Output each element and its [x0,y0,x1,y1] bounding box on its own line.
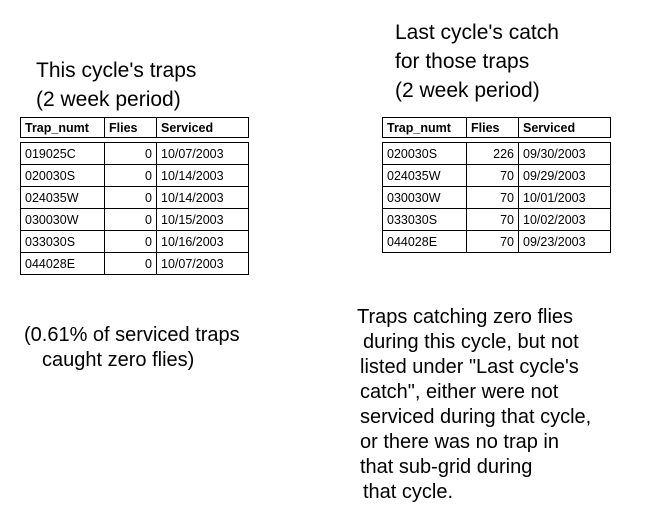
trap-cell: 044028E [383,231,467,253]
table-header-row [383,118,611,138]
table-row [21,143,249,165]
serviced-cell: 10/07/2003 [157,143,249,165]
serviced-cell: 09/23/2003 [519,231,611,253]
trap-cell: 033030S [21,231,105,253]
last-cycle-table [382,117,611,253]
col-header-serviced: Serviced [157,118,249,138]
flies-cell: 0 [105,253,157,275]
caption-line: (2 week period) [36,88,181,111]
flies-cell: 0 [105,143,157,165]
trap-cell: 020030S [21,165,105,187]
col-header-flies: Flies [467,118,519,138]
trap-cell: 030030W [383,187,467,209]
flies-cell: 0 [105,209,157,231]
col-header-trap: Trap_numt [21,118,105,138]
last-cycle-caption [395,18,559,105]
serviced-cell: 10/02/2003 [519,209,611,231]
note-line: or there was no trap in [360,431,559,453]
caption-line: Last cycle's catch [395,21,559,44]
table-row [383,231,611,253]
table-row [383,187,611,209]
serviced-cell: 10/07/2003 [157,253,249,275]
explanation-note [357,305,591,505]
serviced-cell: 10/01/2003 [519,187,611,209]
note-line: during this cycle, but not [363,331,579,353]
flies-cell: 70 [467,231,519,253]
this-cycle-table [20,117,249,275]
table-row [21,209,249,231]
note-line: caught zero flies) [42,349,195,371]
note-line: that cycle. [363,481,454,503]
trap-cell: 020030S [383,143,467,165]
trap-cell: 044028E [21,253,105,275]
flies-cell: 226 [467,143,519,165]
col-header-flies: Flies [105,118,157,138]
note-line: catch", either were not [360,381,559,403]
flies-cell: 0 [105,187,157,209]
trap-cell: 019025C [21,143,105,165]
note-line: that sub-grid during [360,456,533,478]
col-header-serviced: Serviced [519,118,611,138]
table-row [383,209,611,231]
note-line: Traps catching zero flies [357,306,574,328]
table-row [21,187,249,209]
note-line: listed under "Last cycle's [360,356,579,378]
this-cycle-caption [36,56,196,114]
flies-cell: 70 [467,187,519,209]
serviced-cell: 09/29/2003 [519,165,611,187]
serviced-cell: 10/14/2003 [157,165,249,187]
table-row [383,143,611,165]
col-header-trap: Trap_numt [383,118,467,138]
flies-cell: 0 [105,231,157,253]
trap-cell: 033030S [383,209,467,231]
caption-line: This cycle's traps [36,59,197,82]
serviced-cell: 10/16/2003 [157,231,249,253]
trap-cell: 024035W [383,165,467,187]
note-line: (0.61% of serviced traps [24,324,240,346]
table-row [21,231,249,253]
table-header-row [21,118,249,138]
trap-cell: 024035W [21,187,105,209]
serviced-cell: 10/14/2003 [157,187,249,209]
table-row [21,165,249,187]
serviced-cell: 09/30/2003 [519,143,611,165]
note-line: serviced during that cycle, [360,406,592,428]
table-row [21,253,249,275]
flies-cell: 70 [467,209,519,231]
trap-cell: 030030W [21,209,105,231]
table-row [383,165,611,187]
caption-line: for those traps [395,50,530,73]
percent-note [24,323,240,373]
flies-cell: 70 [467,165,519,187]
caption-line: (2 week period) [395,79,540,102]
flies-cell: 0 [105,165,157,187]
serviced-cell: 10/15/2003 [157,209,249,231]
